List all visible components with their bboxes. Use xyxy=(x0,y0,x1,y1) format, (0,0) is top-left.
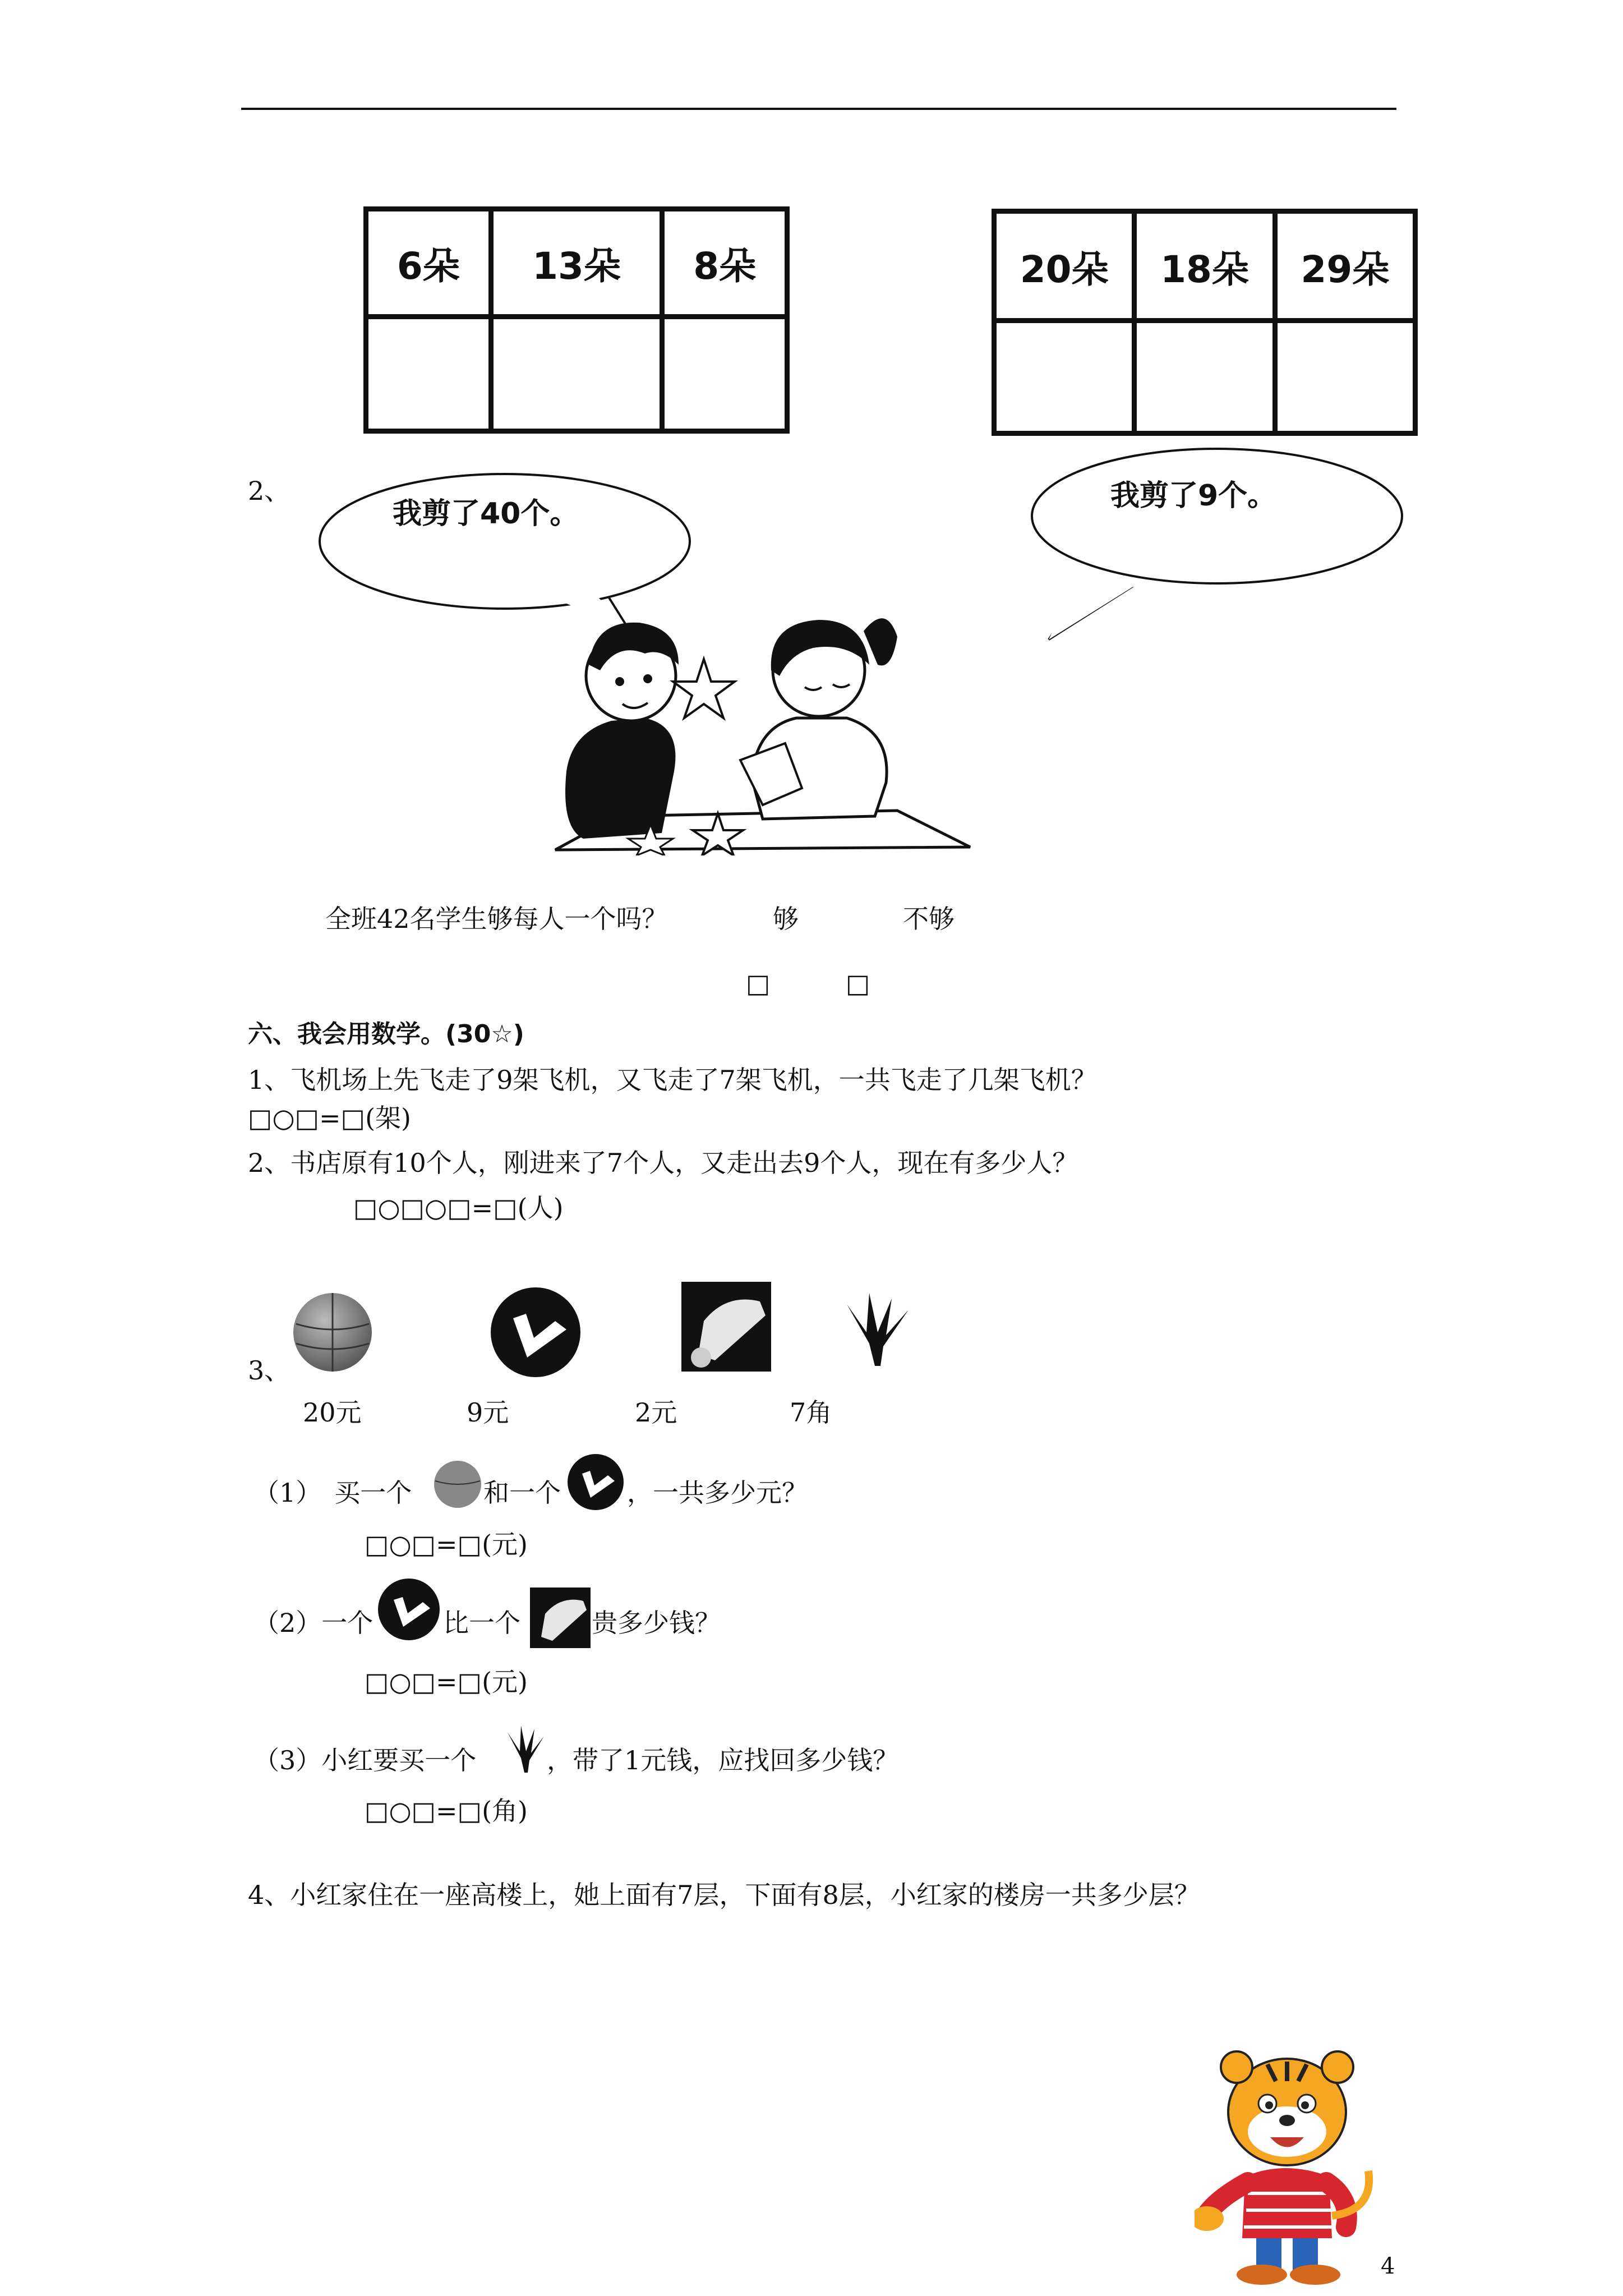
bubble-left-text: 我剪了40个。 xyxy=(393,497,579,531)
bubble-right-text: 我剪了9个。 xyxy=(1110,479,1277,513)
sub3-formula[interactable]: □○□=□(角) xyxy=(365,1796,528,1826)
problem-3-number: 3、 xyxy=(248,1355,291,1386)
section-title: 六、我会用数学。(30☆) xyxy=(248,1020,524,1048)
flower-cell: 20朵 xyxy=(994,211,1135,321)
header-rule xyxy=(241,108,1396,110)
price-feather: 7角 xyxy=(790,1397,832,1428)
sub1-text-b: 和一个 xyxy=(483,1478,561,1508)
shuttlecock-feather-icon xyxy=(836,1287,914,1372)
answer-cell[interactable] xyxy=(366,317,491,431)
price-shuttlecock: 2元 xyxy=(635,1397,677,1428)
sub1-text-c: ，一共多少元？ xyxy=(627,1478,808,1508)
basketball-icon xyxy=(291,1290,375,1374)
sub1-text-a: （1） 买一个 xyxy=(253,1478,412,1508)
speech-bubble-right xyxy=(1026,446,1419,654)
price-basketball: 20元 xyxy=(303,1397,362,1428)
flower-cell: 29朵 xyxy=(1275,211,1415,321)
sub2-text-b: 比一个 xyxy=(443,1608,520,1638)
problem-1: 1、飞机场上先飞走了9架飞机，又飞走了7架飞机，一共飞走了几架飞机？ xyxy=(248,1065,1097,1095)
sub1-formula[interactable]: □○□=□(元) xyxy=(365,1529,528,1559)
answer-cell[interactable] xyxy=(1275,321,1415,434)
flower-table-left xyxy=(363,206,790,434)
answer-cell[interactable] xyxy=(662,317,787,431)
q2-number: 2、 xyxy=(248,476,291,506)
basketball-icon xyxy=(432,1458,483,1510)
checkbox-enough[interactable]: □ xyxy=(746,968,771,999)
shuttlecock-feather-icon xyxy=(502,1722,547,1775)
sub2-text-a: （2）一个 xyxy=(253,1608,374,1638)
flower-cell: 8朵 xyxy=(662,209,787,317)
flower-table-right xyxy=(992,209,1418,436)
price-volleyball: 9元 xyxy=(467,1397,509,1428)
volleyball-icon xyxy=(566,1453,625,1512)
flower-cell: 18朵 xyxy=(1135,211,1275,321)
problem-1-formula[interactable]: □○□=□(架) xyxy=(248,1103,411,1133)
option-not-enough: 不够 xyxy=(903,904,955,934)
volleyball-icon xyxy=(488,1285,583,1380)
problem-2: 2、书店原有10个人，刚进来了7个人，又走出去9个人，现在有多少人？ xyxy=(248,1148,1078,1178)
sub2-formula[interactable]: □○□=□(元) xyxy=(365,1667,528,1697)
answer-cell[interactable] xyxy=(1135,321,1275,434)
checkbox-not-enough[interactable]: □ xyxy=(846,968,870,999)
flower-cell: 6朵 xyxy=(366,209,491,317)
shuttlecock-icon xyxy=(681,1282,771,1372)
flower-cell: 13朵 xyxy=(491,209,662,317)
sub2-text-c: 贵多少钱？ xyxy=(592,1608,721,1638)
option-enough: 够 xyxy=(773,904,799,934)
answer-cell[interactable] xyxy=(491,317,662,431)
children-cutting-stars-illustration xyxy=(550,592,976,855)
sub3-text-a: （3）小红要买一个 xyxy=(253,1745,477,1775)
problem-4: 4、小红家住在一座高楼上，她上面有7层，下面有8层，小红家的楼房一共多少层？ xyxy=(248,1880,1200,1910)
volleyball-icon xyxy=(377,1577,441,1642)
shuttlecock-icon xyxy=(530,1588,591,1648)
answer-cell[interactable] xyxy=(994,321,1135,434)
problem-2-formula[interactable]: □○□○□=□(人) xyxy=(353,1193,564,1223)
tiger-mascot-image xyxy=(1195,2047,1380,2289)
page-number: 4 xyxy=(1381,2253,1395,2279)
q2-question: 全班42名学生够每人一个吗？ xyxy=(325,904,668,934)
sub3-text-b: ，带了1元钱，应找回多少钱？ xyxy=(547,1745,899,1775)
